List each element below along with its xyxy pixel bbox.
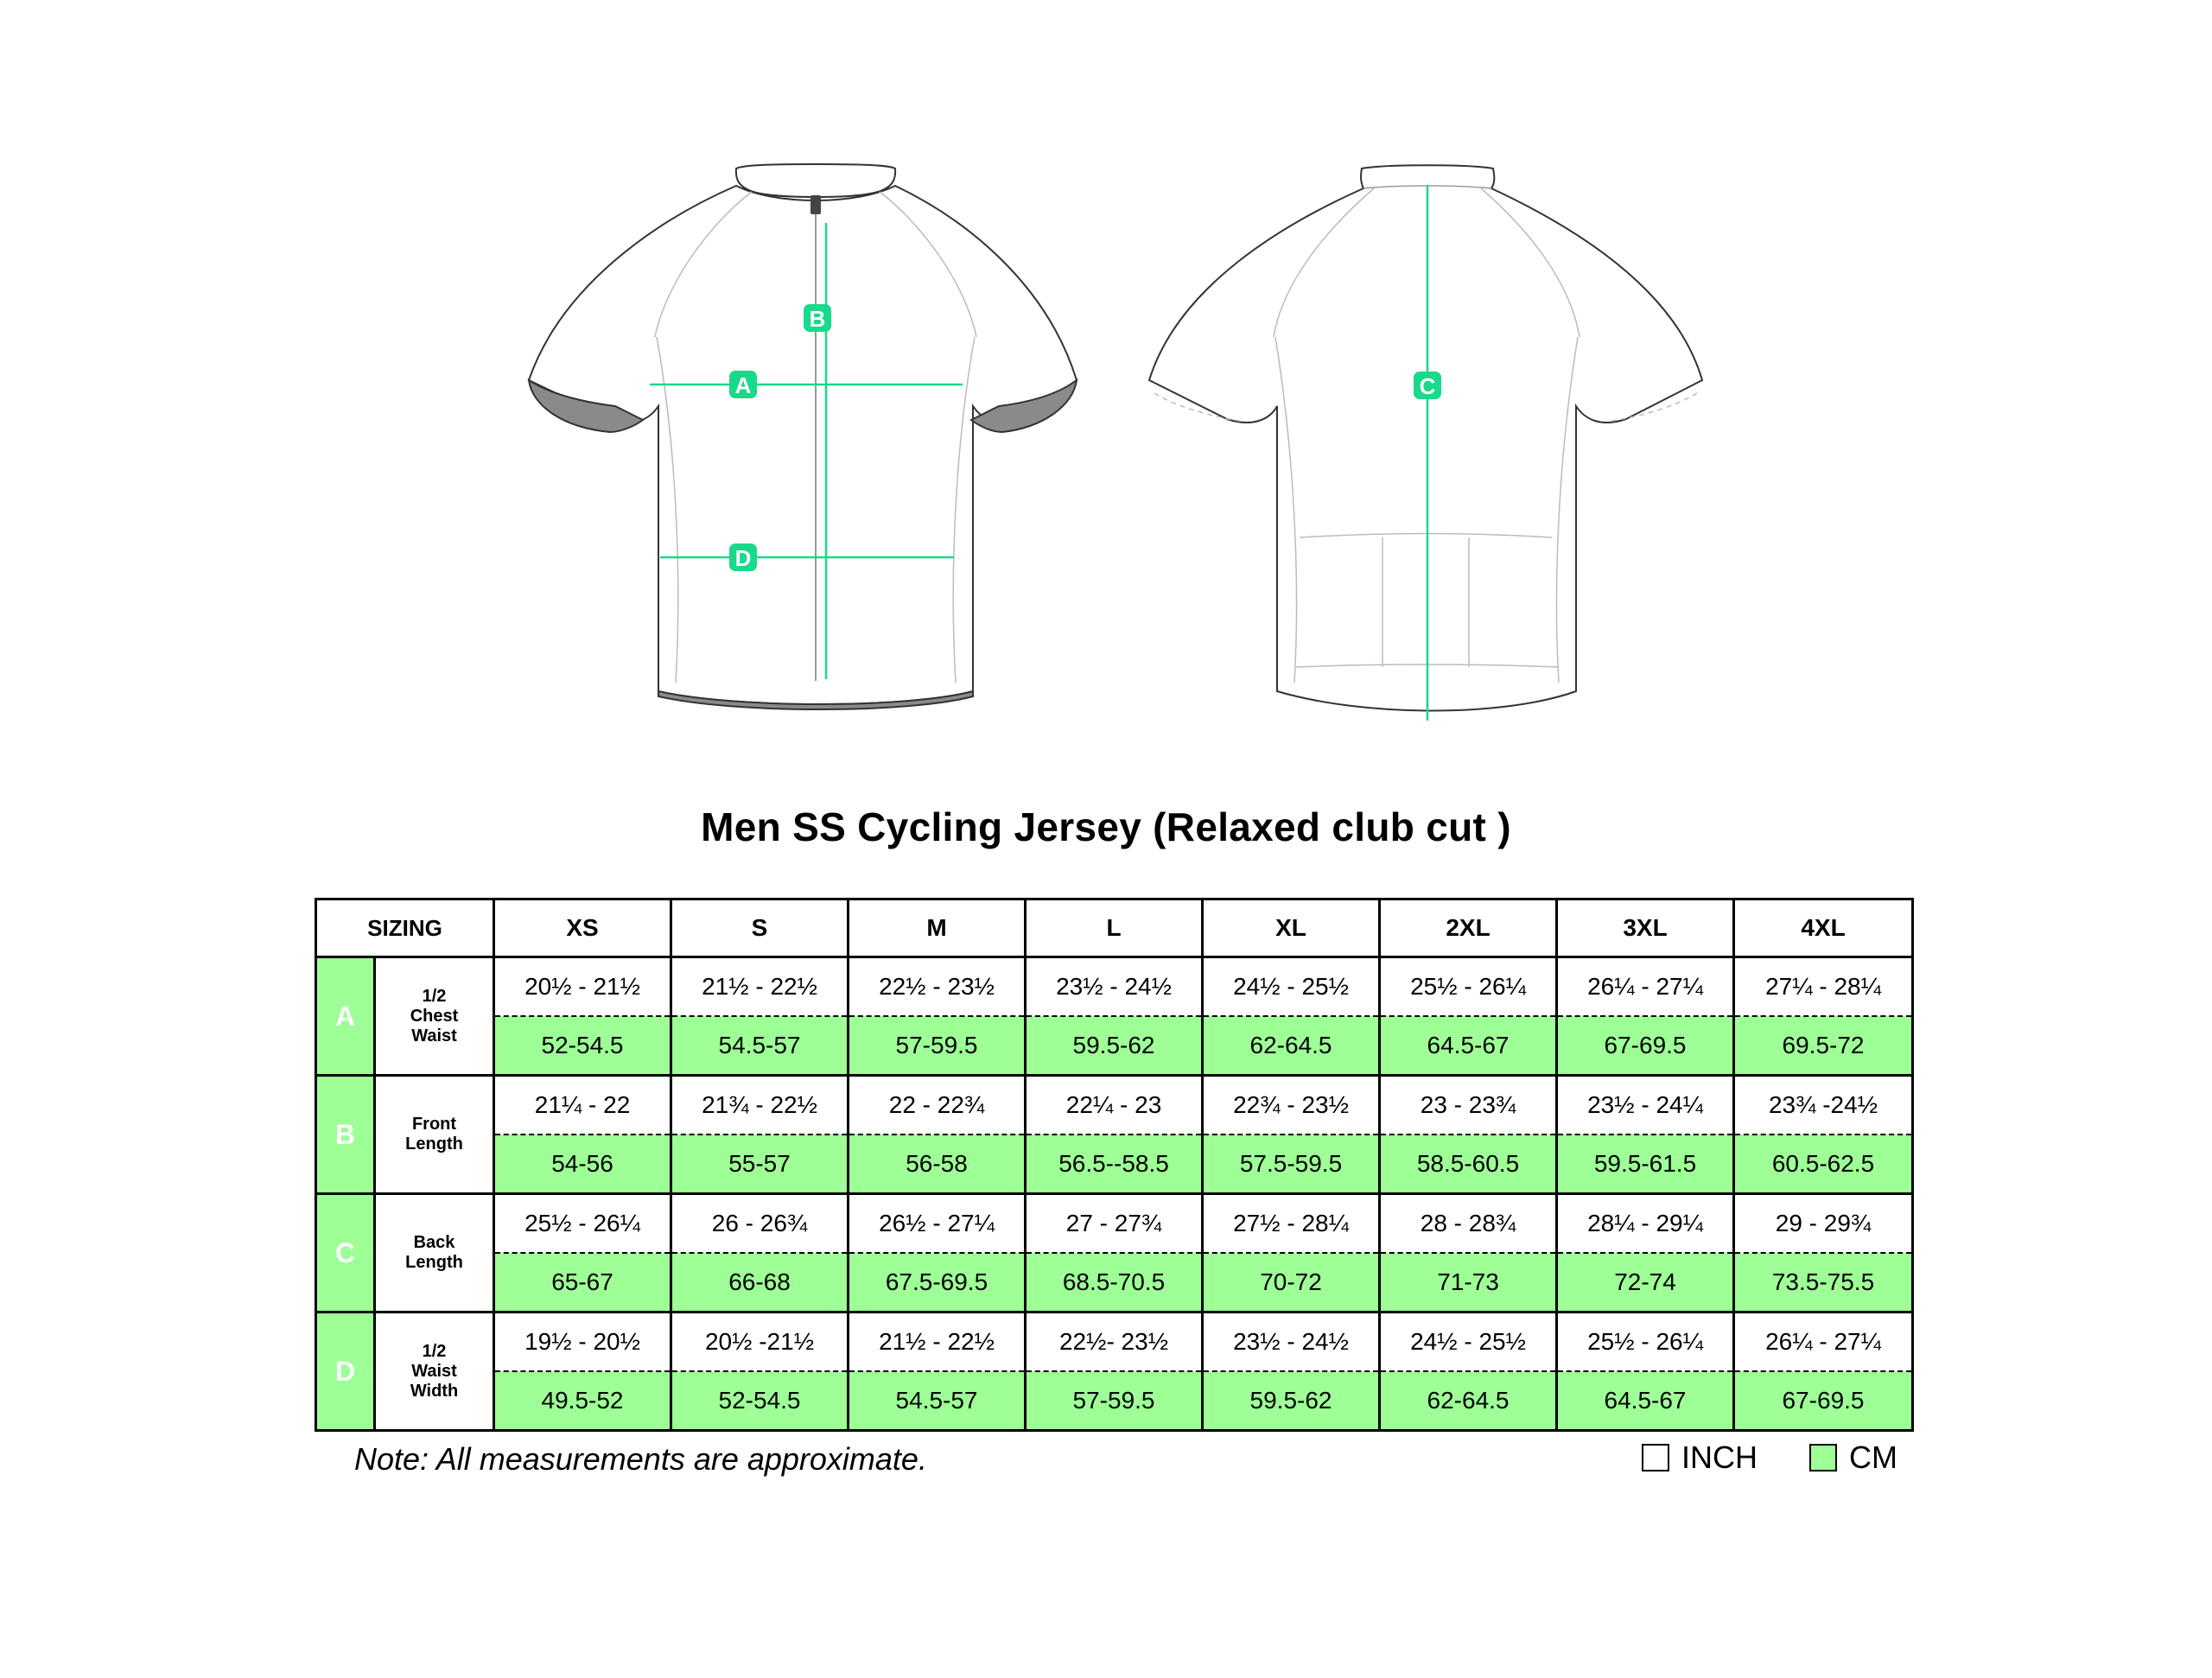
row-letter: A	[316, 957, 375, 1076]
inch-cell: 26½ - 27¼	[849, 1194, 1026, 1254]
inch-cell: 25½ - 26¼	[1380, 957, 1557, 1017]
table-header-row	[316, 899, 1913, 957]
size-header: 3XL	[1557, 899, 1734, 957]
size-header: S	[671, 899, 849, 957]
cm-cell: 67-69.5	[1734, 1371, 1913, 1431]
cm-cell: 57-59.5	[1026, 1371, 1203, 1431]
legend-cm-swatch	[1809, 1444, 1837, 1471]
marker-a-label: A	[734, 372, 752, 398]
cm-cell: 58.5-60.5	[1380, 1135, 1557, 1194]
inch-cell: 27¼ - 28¼	[1734, 957, 1913, 1017]
cm-cell: 56.5--58.5	[1026, 1135, 1203, 1194]
cm-cell: 59.5-61.5	[1557, 1135, 1734, 1194]
cm-cell: 54.5-57	[671, 1016, 849, 1076]
row-label: 1/2 Chest Waist	[375, 957, 494, 1076]
legend-inch-swatch	[1642, 1444, 1669, 1471]
front-body	[529, 186, 1077, 704]
back-jersey	[1149, 165, 1702, 721]
inch-cell: 25½ - 26¼	[1557, 1313, 1734, 1372]
inch-cell: 26¼ - 27¼	[1734, 1313, 1913, 1372]
inch-cell: 20½ -21½	[671, 1313, 849, 1372]
cm-cell: 72-74	[1557, 1253, 1734, 1313]
row-letter: D	[316, 1313, 375, 1431]
table-row-inch	[316, 957, 1913, 1017]
inch-cell: 28¼ - 29¼	[1557, 1194, 1734, 1254]
zipper-pull	[810, 195, 821, 214]
cm-cell: 71-73	[1380, 1253, 1557, 1313]
cm-cell: 67.5-69.5	[849, 1253, 1026, 1313]
table-row-cm	[316, 1371, 1913, 1431]
cm-cell: 54.5-57	[849, 1371, 1026, 1431]
table-row-cm	[316, 1253, 1913, 1313]
cm-cell: 52-54.5	[494, 1016, 671, 1076]
cm-cell: 73.5-75.5	[1734, 1253, 1913, 1313]
cm-cell: 56-58	[849, 1135, 1026, 1194]
jersey-diagram	[0, 0, 2212, 778]
cm-cell: 64.5-67	[1380, 1016, 1557, 1076]
table-row-cm	[316, 1016, 1913, 1076]
back-body	[1149, 165, 1702, 710]
table-row-cm	[316, 1135, 1913, 1194]
cm-cell: 49.5-52	[494, 1371, 671, 1431]
inch-cell: 23¾ -24½	[1734, 1076, 1913, 1135]
size-header: L	[1026, 899, 1203, 957]
inch-cell: 20½ - 21½	[494, 957, 671, 1017]
inch-cell: 21½ - 22½	[849, 1313, 1026, 1372]
table-row-inch	[316, 1194, 1913, 1254]
marker-c-label: C	[1419, 373, 1436, 399]
size-header: XL	[1203, 899, 1380, 957]
inch-cell: 24½ - 25½	[1203, 957, 1380, 1017]
size-header: M	[849, 899, 1026, 957]
inch-cell: 24½ - 25½	[1380, 1313, 1557, 1372]
inch-cell: 21¼ - 22	[494, 1076, 671, 1135]
inch-cell: 27½ - 28¼	[1203, 1194, 1380, 1254]
cm-cell: 64.5-67	[1557, 1371, 1734, 1431]
size-header: 2XL	[1380, 899, 1557, 957]
inch-cell: 22½- 23½	[1026, 1313, 1203, 1372]
cm-cell: 59.5-62	[1203, 1371, 1380, 1431]
cm-cell: 59.5-62	[1026, 1016, 1203, 1076]
inch-cell: 28 - 28¾	[1380, 1194, 1557, 1254]
row-letter: C	[316, 1194, 375, 1313]
table-row-inch	[316, 1076, 1913, 1135]
legend-cm	[1809, 1440, 1897, 1476]
row-label: 1/2 Waist Width	[375, 1313, 494, 1431]
cm-cell: 65-67	[494, 1253, 671, 1313]
inch-cell: 22¼ - 23	[1026, 1076, 1203, 1135]
cm-cell: 52-54.5	[671, 1371, 849, 1431]
inch-cell: 19½ - 20½	[494, 1313, 671, 1372]
inch-cell: 21¾ - 22½	[671, 1076, 849, 1135]
cm-cell: 57.5-59.5	[1203, 1135, 1380, 1194]
legend-inch	[1642, 1440, 1758, 1476]
page-title: Men SS Cycling Jersey (Relaxed club cut )	[701, 804, 1511, 849]
inch-cell: 21½ - 22½	[671, 957, 849, 1017]
row-label: Back Length	[375, 1194, 494, 1313]
inch-cell: 26 - 26¾	[671, 1194, 849, 1254]
cm-cell: 68.5-70.5	[1026, 1253, 1203, 1313]
sizing-header: SIZING	[316, 899, 494, 957]
cm-cell: 62-64.5	[1203, 1016, 1380, 1076]
inch-cell: 29 - 29¾	[1734, 1194, 1913, 1254]
cm-cell: 69.5-72	[1734, 1016, 1913, 1076]
cm-cell: 60.5-62.5	[1734, 1135, 1913, 1194]
row-label: Front Length	[375, 1076, 494, 1194]
inch-cell: 22½ - 23½	[849, 957, 1026, 1017]
sizing-table	[315, 898, 1914, 1432]
cm-cell: 66-68	[671, 1253, 849, 1313]
cm-cell: 55-57	[671, 1135, 849, 1194]
legend-inch-label: INCH	[1681, 1440, 1758, 1475]
inch-cell: 23½ - 24½	[1026, 957, 1203, 1017]
cm-cell: 62-64.5	[1380, 1371, 1557, 1431]
legend-cm-label: CM	[1849, 1440, 1897, 1475]
inch-cell: 22 - 22¾	[849, 1076, 1026, 1135]
front-jersey	[529, 164, 1077, 709]
size-header: XS	[494, 899, 671, 957]
size-header: 4XL	[1734, 899, 1913, 957]
inch-cell: 26¼ - 27¼	[1557, 957, 1734, 1017]
front-collar	[736, 164, 895, 197]
inch-cell: 22¾ - 23½	[1203, 1076, 1380, 1135]
cm-cell: 67-69.5	[1557, 1016, 1734, 1076]
measurement-note: Note: All measurements are approximate.	[354, 1441, 927, 1477]
cm-cell: 54-56	[494, 1135, 671, 1194]
marker-b-label: B	[809, 306, 826, 332]
marker-d-label: D	[734, 545, 752, 571]
inch-cell: 27 - 27¾	[1026, 1194, 1203, 1254]
row-letter: B	[316, 1076, 375, 1194]
table-row-inch	[316, 1313, 1913, 1372]
inch-cell: 23½ - 24¼	[1557, 1076, 1734, 1135]
inch-cell: 23 - 23¾	[1380, 1076, 1557, 1135]
inch-cell: 25½ - 26¼	[494, 1194, 671, 1254]
inch-cell: 23½ - 24½	[1203, 1313, 1380, 1372]
cm-cell: 70-72	[1203, 1253, 1380, 1313]
cm-cell: 57-59.5	[849, 1016, 1026, 1076]
